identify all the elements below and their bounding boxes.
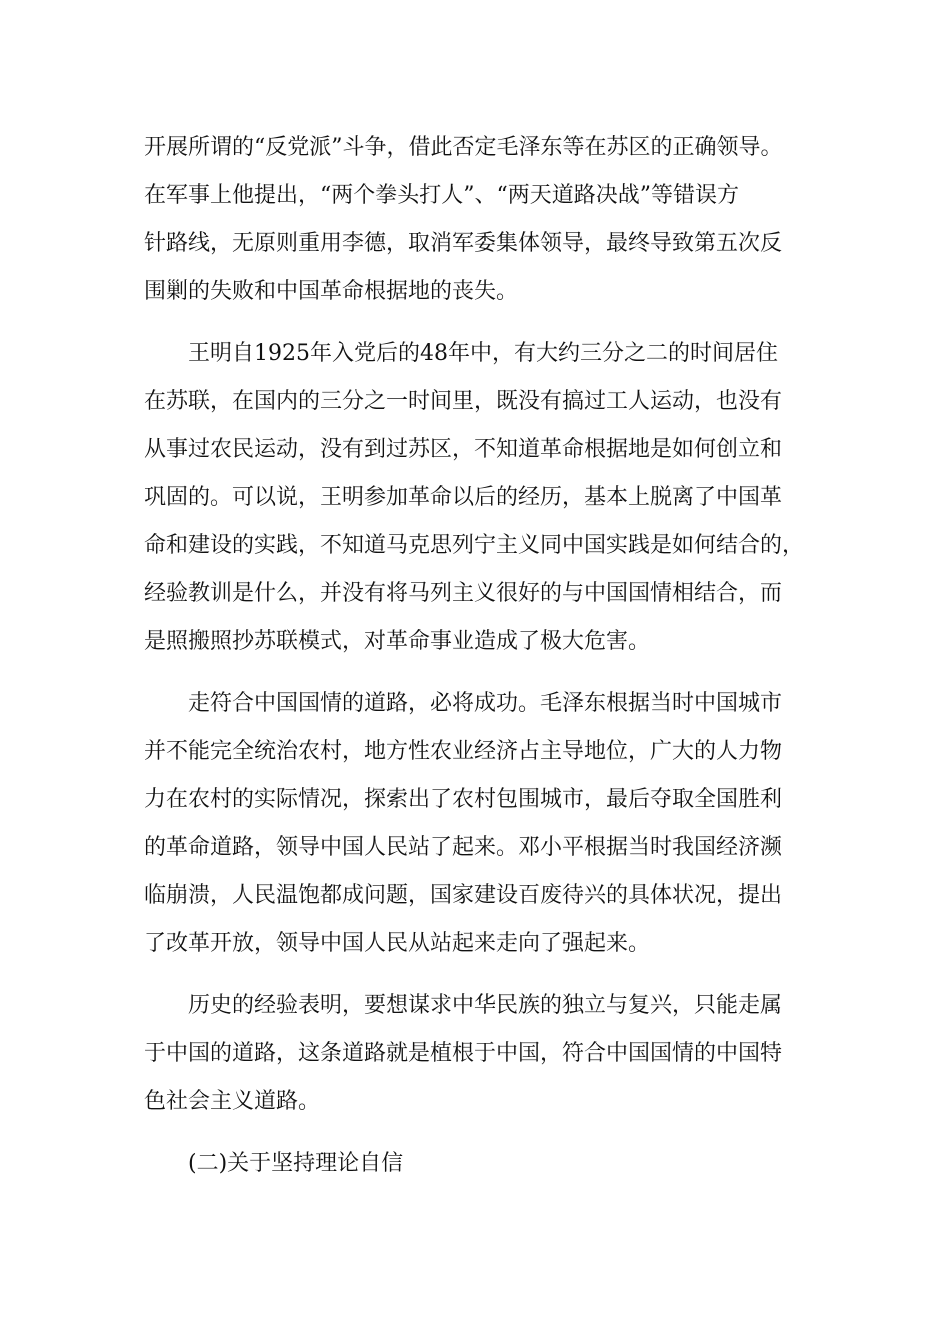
text-line: 临崩溃，人民温饱都成问题，国家建设百废待兴的具体状况，提出 bbox=[144, 883, 783, 908]
paragraph bbox=[144, 330, 816, 666]
text-line: 力在农村的实际情况，探索出了农村包围城市，最后夺取全国胜利 bbox=[144, 787, 783, 812]
text-line: 命和建设的实践，不知道马克思列宁主义同中国实践是如何结合的， bbox=[144, 533, 805, 558]
text-line: 于中国的道路，这条道路就是植根于中国，符合中国国情的中国特 bbox=[144, 1041, 783, 1066]
text-line: 针路线，无原则重用李德，取消军委集体领导，最终导致第五次反 bbox=[144, 231, 783, 256]
text-line: 并不能完全统治农村，地方性农业经济占主导地位，广大的人力物 bbox=[144, 739, 783, 764]
text-line: 色社会主义道路。 bbox=[144, 1089, 321, 1114]
text-line: 走符合中国国情的道路，必将成功。毛泽东根据当时中国城市 bbox=[144, 691, 783, 716]
text-line: 巩固的。可以说，王明参加革命以后的经历，基本上脱离了中国革 bbox=[144, 485, 783, 510]
text-line: 在苏联，在国内的三分之一时间里，既没有搞过工人运动，也没有 bbox=[144, 389, 783, 414]
paragraph bbox=[144, 982, 816, 1126]
text-line: 开展所谓的“反党派”斗争，借此否定毛泽东等在苏区的正确领导。 bbox=[144, 135, 783, 160]
paragraph bbox=[144, 680, 816, 968]
text-line: 围剿的失败和中国革命根据地的丧失。 bbox=[144, 279, 519, 304]
text-line: 历史的经验表明，要想谋求中华民族的独立与复兴，只能走属 bbox=[144, 993, 783, 1018]
text-line: 的革命道路，领导中国人民站了起来。邓小平根据当时我国经济濒 bbox=[144, 835, 783, 860]
paragraph bbox=[144, 124, 816, 316]
text-line: 从事过农民运动，没有到过苏区，不知道革命根据地是如何创立和 bbox=[144, 437, 783, 462]
text-line: 王明自1925年入党后的48年中，有大约三分之二的时间居住 bbox=[144, 341, 778, 366]
section-heading: (二)关于坚持理论自信 bbox=[144, 1151, 404, 1176]
text-line: 是照搬照抄苏联模式，对革命事业造成了极大危害。 bbox=[144, 629, 651, 654]
document-body bbox=[144, 124, 816, 1188]
text-line: 经验教训是什么，并没有将马列主义很好的与中国国情相结合，而 bbox=[144, 581, 783, 606]
text-line: 在军事上他提出，“两个拳头打人”、“两天道路决战”等错误方 bbox=[144, 183, 739, 208]
text-line: 了改革开放，领导中国人民从站起来走向了强起来。 bbox=[144, 931, 651, 956]
